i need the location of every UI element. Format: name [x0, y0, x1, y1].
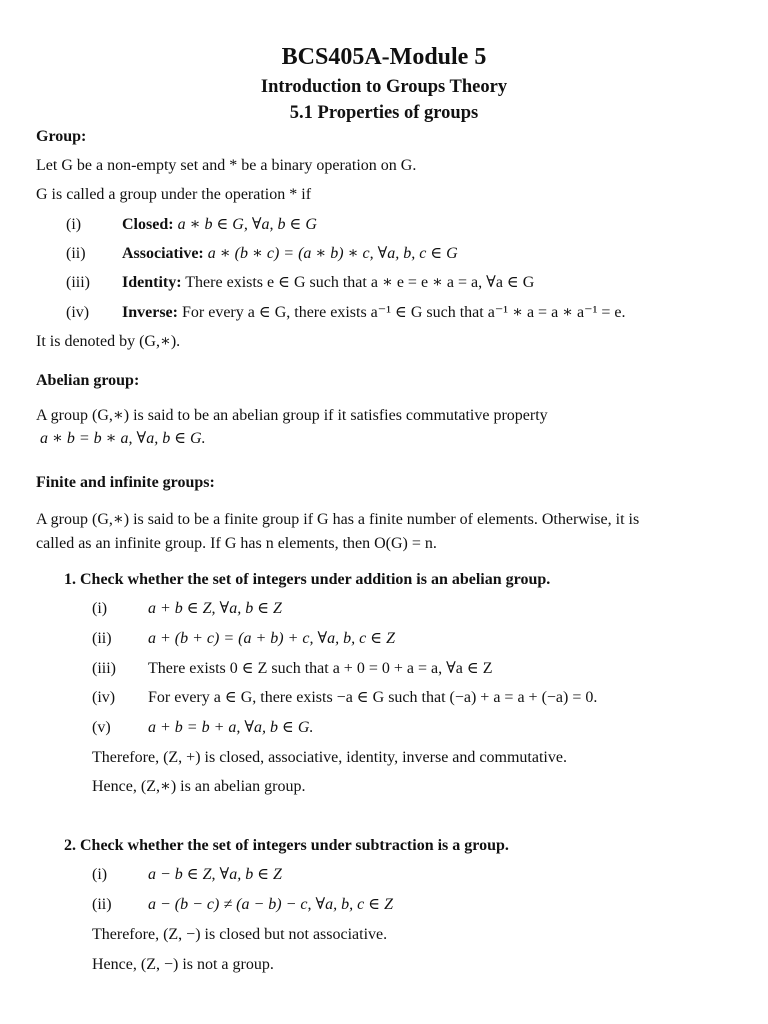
module-title: BCS405A-Module 5: [281, 44, 487, 70]
group-denoted: It is denoted by (G,∗).: [36, 333, 181, 350]
abelian-heading: Abelian group:: [36, 372, 140, 389]
step-text: a − b ∈ Z, ∀a, b ∈ Z: [148, 866, 282, 883]
step-number: (iv): [92, 689, 116, 706]
step-text: a + b ∈ Z, ∀a, b ∈ Z: [148, 600, 282, 617]
property-number: (iv): [66, 304, 90, 321]
property-number: (ii): [66, 245, 86, 262]
step-number: (ii): [92, 630, 112, 647]
finite-line-1: A group (G,∗) is said to be a finite group if G has a finite number of elements. Otherwise, it is: [36, 511, 640, 528]
property-label: Identity:: [122, 274, 182, 291]
property-number: (i): [66, 216, 82, 233]
group-heading: Group:: [36, 128, 87, 145]
step-text: There exists 0 ∈ Z such that a + 0 = 0 + a = a, ∀a ∈ Z: [148, 660, 493, 677]
problem-2-therefore: Therefore, (Z, −) is closed but not associative.: [92, 926, 388, 943]
finite-line-2: called as an infinite group. If G has n elements, then O(G) = n.: [36, 535, 437, 552]
section-title: 5.1 Properties of groups: [289, 103, 479, 123]
step-text: a + (b + c) = (a + b) + c, ∀a, b, c ∈ Z: [148, 630, 395, 647]
property-text: a ∗ (b ∗ c) = (a ∗ b) ∗ c, ∀a, b, c ∈ G: [207, 245, 458, 262]
problem-1-title: 1. Check whether the set of integers under addition is an abelian group.: [64, 571, 551, 588]
property-text: There exists e ∈ G such that a ∗ e = e ∗ a = a, ∀a ∈ G: [185, 274, 535, 291]
step-number: (i): [92, 600, 108, 617]
step-number: (iii): [92, 660, 116, 677]
property-text: For every a ∈ G, there exists a⁻¹ ∈ G such that a⁻¹ ∗ a = a ∗ a⁻¹ = e.: [181, 304, 626, 321]
group-intro-line-1: Let G be a non-empty set and * be a binary operation on G.: [36, 157, 417, 174]
property-label: Closed:: [122, 216, 174, 233]
property-text: a ∗ b ∈ G, ∀a, b ∈ G: [177, 216, 317, 233]
finite-heading: Finite and infinite groups:: [36, 474, 215, 491]
problem-2-hence: Hence, (Z, −) is not a group.: [92, 956, 274, 973]
step-text: a + b = b + a, ∀a, b ∈ G.: [148, 719, 314, 736]
problem-2-title: 2. Check whether the set of integers under subtraction is a group.: [64, 837, 509, 854]
step-text: a − (b − c) ≠ (a − b) − c, ∀a, b, c ∈ Z: [148, 896, 393, 913]
step-number: (v): [92, 719, 111, 736]
problem-1-hence: Hence, (Z,∗) is an abelian group.: [92, 778, 306, 795]
property-label: Inverse:: [122, 304, 178, 321]
property-label: Associative:: [122, 245, 204, 262]
property-number: (iii): [66, 274, 90, 291]
abelian-line-2: a ∗ b = b ∗ a, ∀a, b ∈ G.: [40, 430, 206, 447]
chapter-title: Introduction to Groups Theory: [260, 77, 508, 97]
group-intro-line-2: G is called a group under the operation * if: [36, 186, 312, 203]
problem-1-therefore: Therefore, (Z, +) is closed, associative, identity, inverse and commutative.: [92, 749, 567, 766]
abelian-line-1: A group (G,∗) is said to be an abelian group if it satisfies commutative property: [36, 407, 548, 424]
step-text: For every a ∈ G, there exists −a ∈ G such that (−a) + a = a + (−a) = 0.: [148, 689, 598, 706]
step-number: (ii): [92, 896, 112, 913]
step-number: (i): [92, 866, 108, 883]
